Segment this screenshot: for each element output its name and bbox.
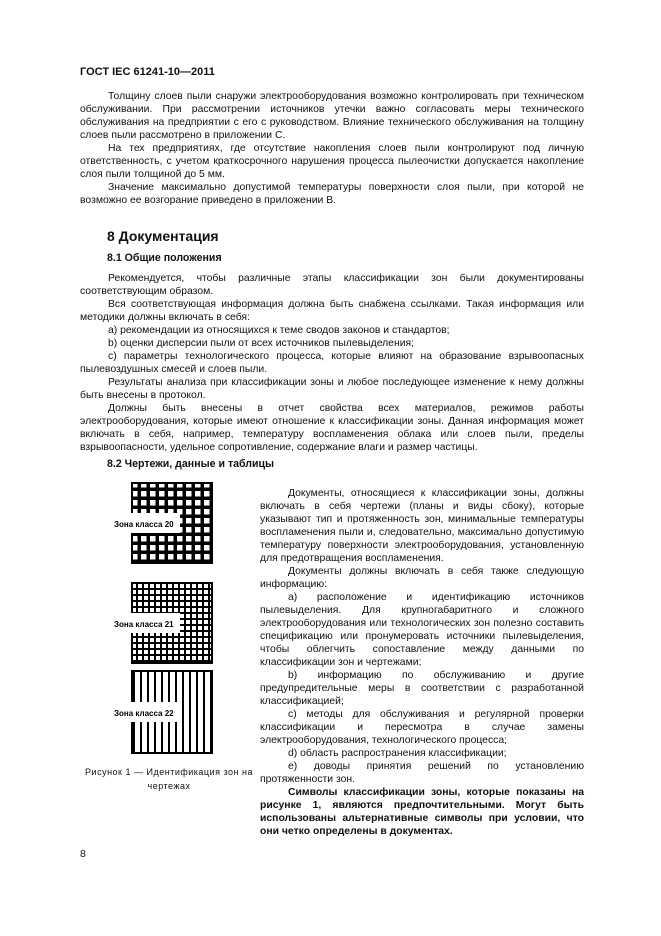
paragraph: Рекомендуется, чтобы различные этапы классификации зон были документированы соответствующим образом. — [80, 273, 584, 297]
paragraph: Документы должны включать в себя также следующую информацию: — [260, 566, 584, 590]
figure-zones — [112, 480, 222, 765]
list-item: b) оценки дисперсии пыли от всех источников пылевыделения; — [108, 338, 415, 349]
subsection-heading: 8.2 Чертежи, данные и таблицы — [107, 458, 275, 470]
paragraph: Толщину слоев пыли снаружи электрооборудования возможно контролировать при техническом обслуживании. При рассмотрении источников утечки важно согласовать меры технического обслуживания на предприятии с его с руководством. Влияние технического обслуживания на толщину слоев пыли рассмотрено в приложении С. — [80, 91, 584, 141]
list-item: а) рекомендации из относящихся к теме сводов законов и стандартов; — [108, 325, 450, 336]
list-item: b) информацию по обслуживанию и другие предупредительные меры в соответствии с разработанной классификацией; — [260, 670, 584, 707]
paragraph: Документы, относящиеся к классификации зоны, должны включать в себя чертежи (планы и виды сбоку), которые указывают тип и протяженность зон, минимальные температуры воспламенения пыли и, следовательно, максимально допустимую температуру поверхности электрооборудования, установленную для предотвращения воспламенения. — [260, 488, 584, 564]
figure-caption: Рисунок 1 — Идентификация зон на чертежах — [85, 767, 253, 791]
intro-text — [80, 90, 584, 207]
section-8-1-text — [80, 272, 584, 454]
list-item: с) параметры технологического процесса, которые влияют на образование взрывоопасных пылевоздушных смесей и слоев пыли. — [80, 351, 584, 375]
paragraph: На тех предприятиях, где отсутствие накопления слоев пыли контролируют под личную ответственность, с учетом краткосрочного нарушения процесса пылеочистки допускается накопление слоя пыли толщиной до 5 мм. — [80, 143, 584, 180]
zone-22-label: Зона класса 22 — [114, 709, 174, 718]
subsection-heading: 8.1 Общие положения — [107, 252, 222, 264]
paragraph: Символы классификации зоны, которые показаны на рисунке 1, являются предпочтительными. Могут быть использованы альтернативные символы при условии, что они четко определены в документах. — [260, 787, 584, 837]
document-header: ГОСТ IEC 61241-10—2011 — [80, 66, 215, 78]
zone-20-label: Зона класса 20 — [114, 520, 174, 529]
section-heading: 8 Документация — [107, 228, 219, 244]
list-item: е) доводы принятия решений по установлению протяженности зон. — [260, 761, 584, 785]
paragraph: Результаты анализа при классификации зоны и любое последующее изменение к нему должны быть внесены в протокол. — [80, 377, 584, 401]
paragraph: Значение максимально допустимой температуры поверхности слоя пыли, при которой не возможно ее возгорание приведено в приложении В. — [80, 182, 584, 206]
zone-21-label: Зона класса 21 — [114, 620, 174, 629]
section-8-2-text — [260, 487, 584, 838]
list-item: с) методы для обслуживания и регулярной проверки классификации и пересмотра в случае замены электрооборудования, технологического процесса; — [260, 709, 584, 746]
list-item: d) область распространения классификации; — [288, 748, 507, 759]
paragraph: Должны быть внесены в отчет свойства всех материалов, режимов работы электрооборудования, которые имеют отношение к классификации зоны. Данная информация может включать в себя, например, температуру воспламенения облака или слоев пыли, пределы взрывоопасности, удельное сопротивление, содержание влаги и размер частицы. — [80, 403, 584, 453]
list-item: а) расположение и идентификацию источников пылевыделения. Для крупногабаритного и сложного электрооборудования или технологических зон полезно составить спецификацию или пронумеровать источники пылевыделения, чтобы облегчить сопоставление между данными по классификации зон и чертежами; — [260, 592, 584, 668]
page-number: 8 — [80, 848, 86, 860]
paragraph: Вся соответствующая информация должна быть снабжена ссылками. Такая информация или методики должны включать в себя: — [80, 299, 584, 323]
